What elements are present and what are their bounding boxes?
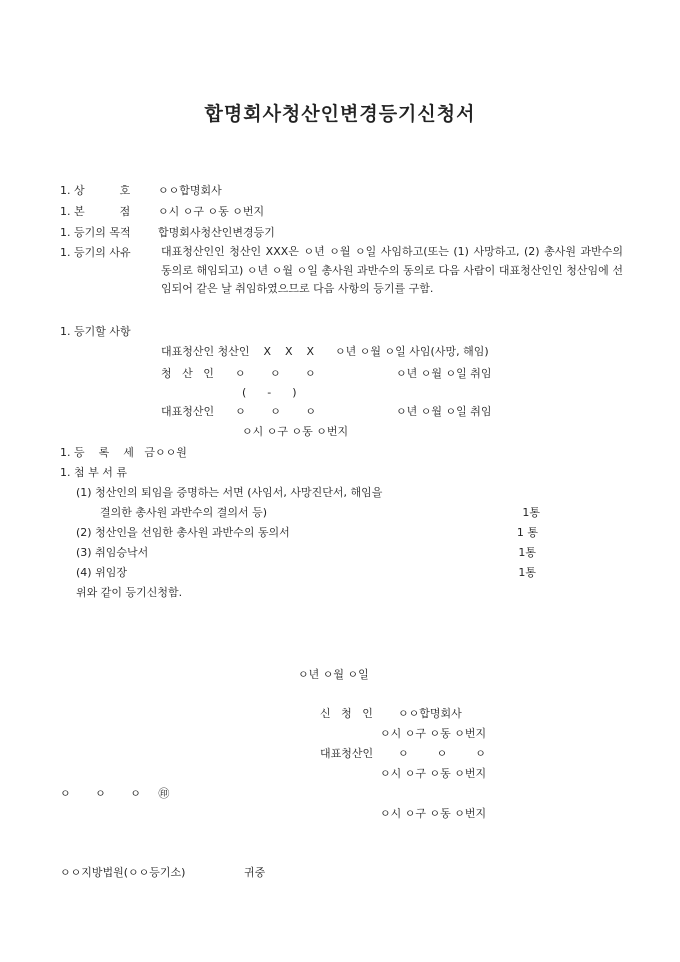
matters-row-liquidator: 청 산 인 ㅇ ㅇ ㅇ — [161, 367, 316, 380]
attachment-item: (1) 청산인의 퇴임을 증명하는 서면 (사임서, 사망진단서, 해임을 — [76, 486, 383, 499]
applicant-label: 신 청 인 — [320, 707, 373, 720]
matters-row-representative-date: ㅇ년 ㅇ월 ㅇ일 취임 — [396, 405, 492, 418]
addressee-court: ㅇㅇ지방법원(ㅇㅇ등기소) — [60, 866, 186, 879]
office-value: ㅇ시 ㅇ구 ㅇ동 ㅇ번지 — [158, 205, 265, 218]
name-value: ㅇㅇ합명회사 — [158, 184, 222, 197]
addressee-suffix: 귀중 — [244, 866, 266, 879]
matters-row-representative: 대표청산인 ㅇ ㅇ ㅇ — [161, 405, 316, 418]
attachment-count: 1통 — [518, 566, 536, 579]
matters-row-id-number: ( - ) — [242, 386, 297, 399]
matters-row-address: ㅇ시 ㅇ구 ㅇ동 ㅇ번지 — [242, 425, 349, 438]
closing-statement: 위와 같이 등기신청함. — [76, 586, 183, 599]
attachments-label: 1. 첨 부 서 류 — [60, 466, 127, 479]
representative-name: ㅇ ㅇ ㅇ — [398, 747, 486, 760]
attachment-item: (2) 청산인을 선임한 총사원 과반수의 동의서 — [76, 526, 290, 539]
purpose-value: 합명회사청산인변경등기 — [158, 226, 275, 239]
attachment-item-continued: 결의한 총사원 과반수의 결의서 등) — [100, 506, 268, 519]
attachment-item: (4) 위임장 — [76, 566, 127, 579]
office-label: 1. 본 점 — [60, 205, 131, 218]
applicant-address: ㅇ시 ㅇ구 ㅇ동 ㅇ번지 — [380, 727, 487, 740]
attachment-count: 1통 — [522, 506, 540, 519]
registration-tax: 1. 등 록 세 금ㅇㅇ원 — [60, 446, 187, 459]
matters-row-resign: 대표청산인 청산인 X X X ㅇ년 ㅇ월 ㅇ일 사임(사망, 해임) — [161, 345, 489, 358]
attachment-count: 1 통 — [516, 526, 538, 539]
applicant-name: ㅇㅇ합명회사 — [398, 707, 462, 720]
seal-address: ㅇ시 ㅇ구 ㅇ동 ㅇ번지 — [380, 807, 487, 820]
document-title: 합명회사청산인변경등기신청서 — [204, 103, 476, 125]
cause-paragraph: 대표청산인인 청산인 XXX은 ㅇ년 ㅇ월 ㅇ일 사임하고(또는 (1) 사망하고, (2) 총사원 과반수의 동의로 해임되고) ㅇ년 ㅇ월 ㅇ일 총사원 과반수의 동의로 다음 사람이 대표청산인인 청산임에 선임되어 같은 날 취임하였으므로 다음 사항의 등기를 구함. — [161, 245, 623, 295]
matters-label: 1. 등기할 사항 — [60, 325, 131, 338]
matters-row-liquidator-date: ㅇ년 ㅇ월 ㅇ일 취임 — [396, 367, 492, 380]
purpose-label: 1. 등기의 목적 — [60, 226, 131, 239]
cause-label: 1. 등기의 사유 — [60, 246, 131, 259]
application-date: ㅇ년 ㅇ월 ㅇ일 — [298, 668, 369, 681]
attachment-item: (3) 취임승낙서 — [76, 546, 149, 559]
representative-label: 대표청산인 — [320, 747, 374, 760]
seal-line: ㅇ ㅇ ㅇ ㊞ — [60, 787, 170, 800]
representative-address: ㅇ시 ㅇ구 ㅇ동 ㅇ번지 — [380, 767, 487, 780]
name-label: 1. 상 호 — [60, 184, 131, 197]
attachment-count: 1통 — [518, 546, 536, 559]
